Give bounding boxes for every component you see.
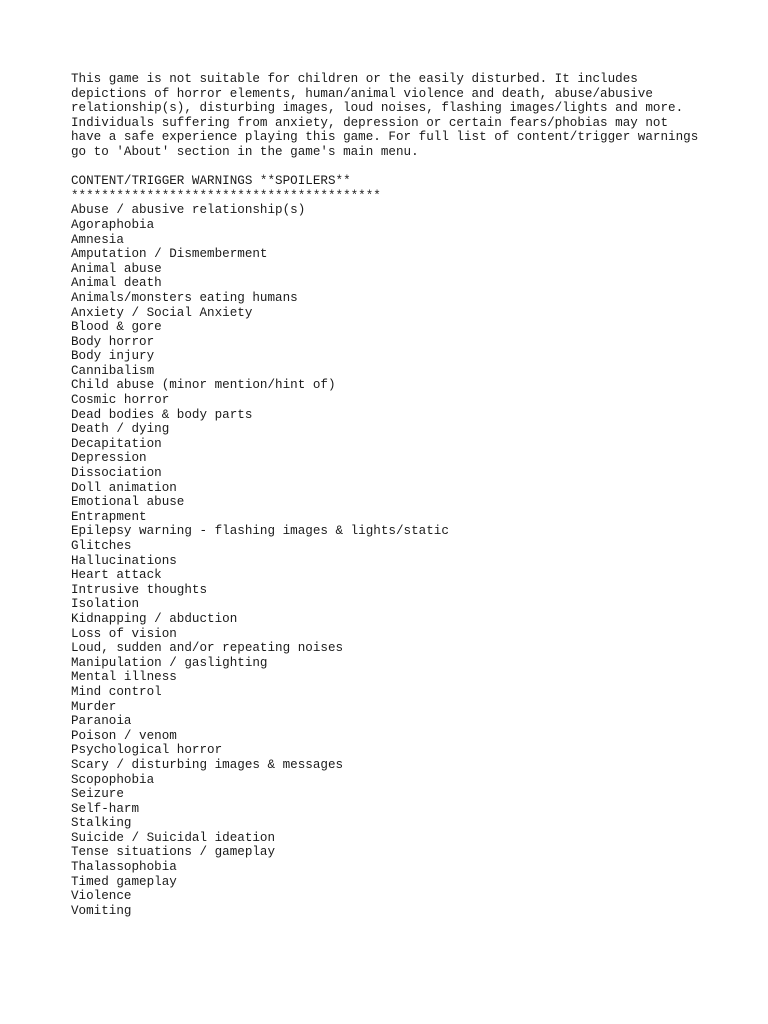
warning-item: Mind control [71, 684, 162, 699]
warning-item: Vomiting [71, 903, 132, 918]
warnings-list [71, 203, 721, 918]
warning-item: Seizure [71, 787, 124, 802]
document-body [71, 72, 721, 918]
warning-item: Manipulation / gaslighting [71, 655, 268, 670]
warning-item: Loud, sudden and/or repeating noises [71, 641, 344, 656]
warning-item: Dead bodies & body parts [71, 407, 253, 422]
warning-item: Murder [71, 699, 117, 714]
warning-item: Self-harm [71, 801, 140, 816]
warning-item: Glitches [71, 539, 132, 553]
warning-item: Scopophobia [71, 772, 155, 787]
warning-item: Emotional abuse [71, 495, 185, 510]
paragraph-spacer [71, 160, 721, 175]
warning-item: Scary / disturbing images & messages [71, 757, 344, 772]
intro-line: go to 'About' section in the game's main menu. [71, 144, 419, 159]
warning-item: Suicide / Suicidal ideation [71, 830, 276, 845]
warnings-section [71, 174, 721, 918]
warning-item: Anxiety / Social Anxiety [71, 305, 253, 320]
warning-item: Hallucinations [71, 553, 177, 568]
warning-item: Entrapment [71, 509, 147, 524]
warnings-divider: ***************************************** [71, 188, 381, 203]
warning-item: Depression [71, 451, 147, 466]
warning-item: Kidnapping / abduction [71, 611, 238, 626]
warning-item: Thalassophobia [71, 860, 177, 875]
warning-item: Mental illness [71, 670, 177, 685]
warning-item: Body horror [71, 334, 155, 349]
warning-item: Epilepsy warning - flashing images & lights/static [71, 524, 449, 539]
warning-item: Cannibalism [71, 363, 155, 378]
intro-line: This game is not suitable for children or the easily disturbed. It includes [71, 72, 638, 86]
warning-item: Animals/monsters eating humans [71, 290, 298, 305]
intro-line: have a safe experience playing this game. For full list of content/trigger warnings [71, 130, 699, 145]
warnings-heading: CONTENT/TRIGGER WARNINGS **SPOILERS** [71, 174, 351, 189]
warning-item: Intrusive thoughts [71, 582, 208, 597]
warning-item: Psychological horror [71, 743, 223, 758]
warning-item: Decapitation [71, 436, 162, 451]
warning-item: Paranoia [71, 714, 132, 729]
warning-item: Abuse / abusive relationship(s) [71, 203, 306, 218]
warning-item: Amnesia [71, 232, 124, 247]
warning-item: Blood & gore [71, 320, 162, 335]
intro-paragraph [71, 72, 721, 160]
warning-item: Heart attack [71, 568, 162, 583]
warning-item: Child abuse (minor mention/hint of) [71, 378, 336, 393]
warning-item: Agoraphobia [71, 217, 155, 232]
warning-item: Timed gameplay [71, 874, 177, 889]
intro-line: relationship(s), disturbing images, loud noises, flashing images/lights and more. [71, 101, 684, 116]
warning-item: Isolation [71, 597, 140, 612]
warning-item: Violence [71, 889, 132, 904]
warning-item: Doll animation [71, 480, 177, 495]
intro-line: Individuals suffering from anxiety, depression or certain fears/phobias may not [71, 115, 669, 130]
warning-item: Body injury [71, 349, 155, 364]
warning-item: Amputation / Dismemberment [71, 247, 268, 262]
warning-item: Tense situations / gameplay [71, 845, 276, 860]
warning-item: Death / dying [71, 422, 170, 437]
intro-line: depictions of horror elements, human/animal violence and death, abuse/abusive [71, 86, 653, 101]
warning-item: Animal death [71, 276, 162, 291]
warning-item: Poison / venom [71, 728, 177, 743]
warning-item: Cosmic horror [71, 393, 170, 408]
warning-item: Loss of vision [71, 626, 177, 641]
warning-item: Stalking [71, 816, 132, 831]
warning-item: Dissociation [71, 466, 162, 481]
warning-item: Animal abuse [71, 261, 162, 276]
